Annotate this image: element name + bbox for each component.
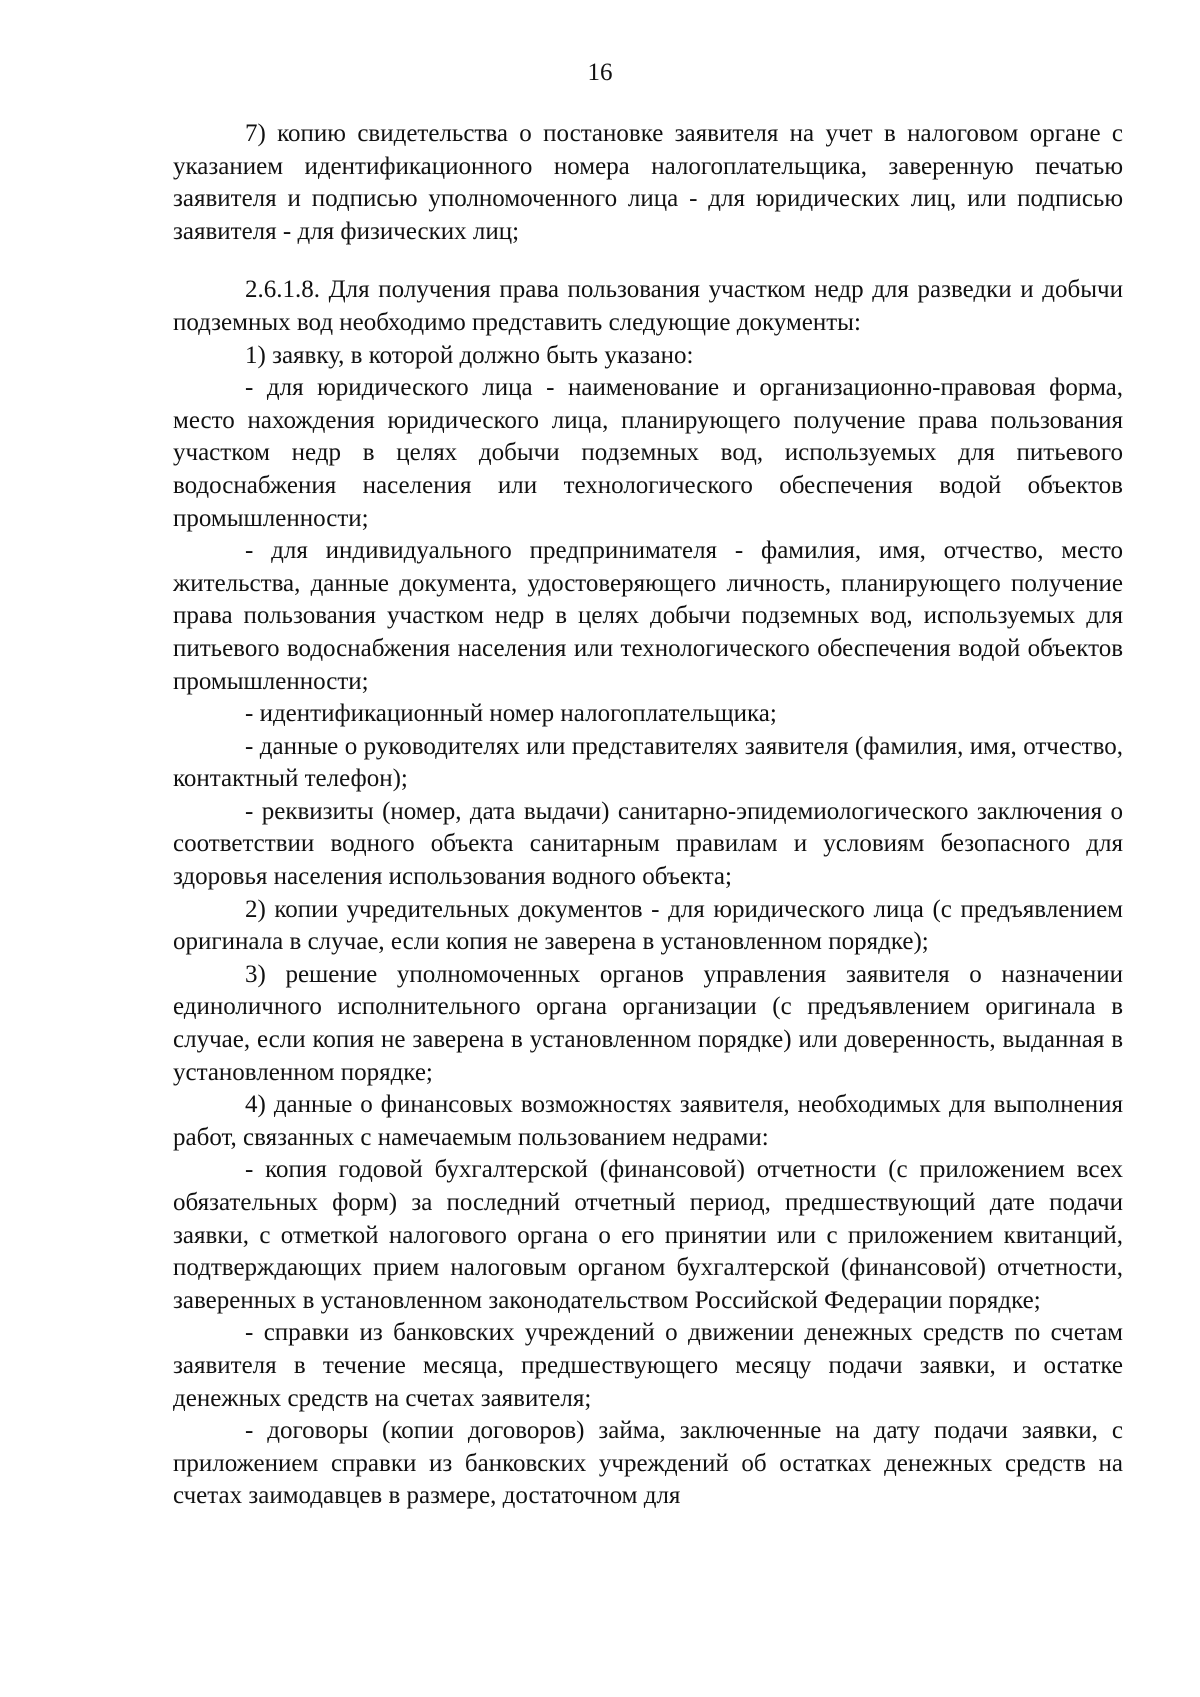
paragraph-tax-id: - идентификационный номер налогоплательщика; (245, 700, 777, 728)
paragraph-representatives: - данные о руководителях или представителях заявителя (фамилия, имя, отчество, контактный телефон); (173, 732, 1123, 793)
paragraph-annual-report: - копия годовой бухгалтерской (финансовой) отчетности (с приложением всех обязательных форм) за последний отчетный период, предшествующий дате подачи заявки, с отметкой налогового органа о его принятии или с приложением квитанций, подтверждающих прием налоговым органом бухгалтерской (финансовой) отчетности, заверенных в установленном законодательством Российской Федерации порядке; (173, 1156, 1123, 1314)
paragraph-item-2: 2) копии учредительных документов - для юридического лица (с предъявлением оригинала в случае, если копия не заверена в установленном порядке); (173, 895, 1123, 956)
paragraph-item-1: 1) заявку, в которой должно быть указано: (245, 341, 694, 369)
paragraph-item-7: 7) копию свидетельства о постановке заявителя на учет в налоговом органе с указанием идентификационного номера налогоплательщика, заверенную печатью заявителя и подписью уполномоченного лица - для юридических лиц, или подписью заявителя - для физических лиц; (173, 120, 1123, 245)
page-number: 16 (587, 59, 613, 86)
paragraph-item-4: 4) данные о финансовых возможностях заявителя, необходимых для выполнения работ, связанных с намечаемым пользованием недрами: (173, 1091, 1123, 1151)
document-body (173, 118, 1123, 1513)
paragraph-bank-statements: - справки из банковских учреждений о движении денежных средств по счетам заявителя в течение месяца, предшествующего месяцу подачи заявки, и остатке денежных средств на счетах заявителя; (173, 1319, 1123, 1412)
paragraph-loan-agreements: - договоры (копии договоров) займа, заключенные на дату подачи заявки, с приложением справки из банковских учреждений об остатках денежных средств на счетах заимодавцев в размере, достаточном для (173, 1417, 1123, 1510)
paragraph-sanitary-conclusion: - реквизиты (номер, дата выдачи) санитарно-эпидемиологического заключения о соответствии водного объекта санитарным правилам и условиям безопасного для здоровья населения использования водного объекта; (173, 797, 1123, 891)
paragraph-section-2-6-1-8: 2.6.1.8. Для получения права пользования участком недр для разведки и добычи подземных вод необходимо представить следующие документы: (173, 276, 1123, 336)
paragraph-legal-entity: - для юридического лица - наименование и организационно-правовая форма, место нахождения юридического лица, планирующего получение права пользования участком недр в целях добычи подземных вод, используемых для питьевого водоснабжения населения или технологического обеспечения водой объектов промышленности; (173, 374, 1123, 532)
paragraph-entrepreneur: - для индивидуального предпринимателя - фамилия, имя, отчество, место жительства, данные документа, удостоверяющего личность, планирующего получение права пользования участком недр в целях добычи подземных вод, используемых для питьевого водоснабжения населения или технологического обеспечения водой объектов промышленности; (173, 537, 1123, 695)
paragraph-item-3: 3) решение уполномоченных органов управления заявителя о назначении единоличного исполнительного органа организации (с предъявлением оригинала в случае, если копия не заверена в установленном порядке) или доверенность, выданная в установленном порядке; (173, 960, 1123, 1086)
